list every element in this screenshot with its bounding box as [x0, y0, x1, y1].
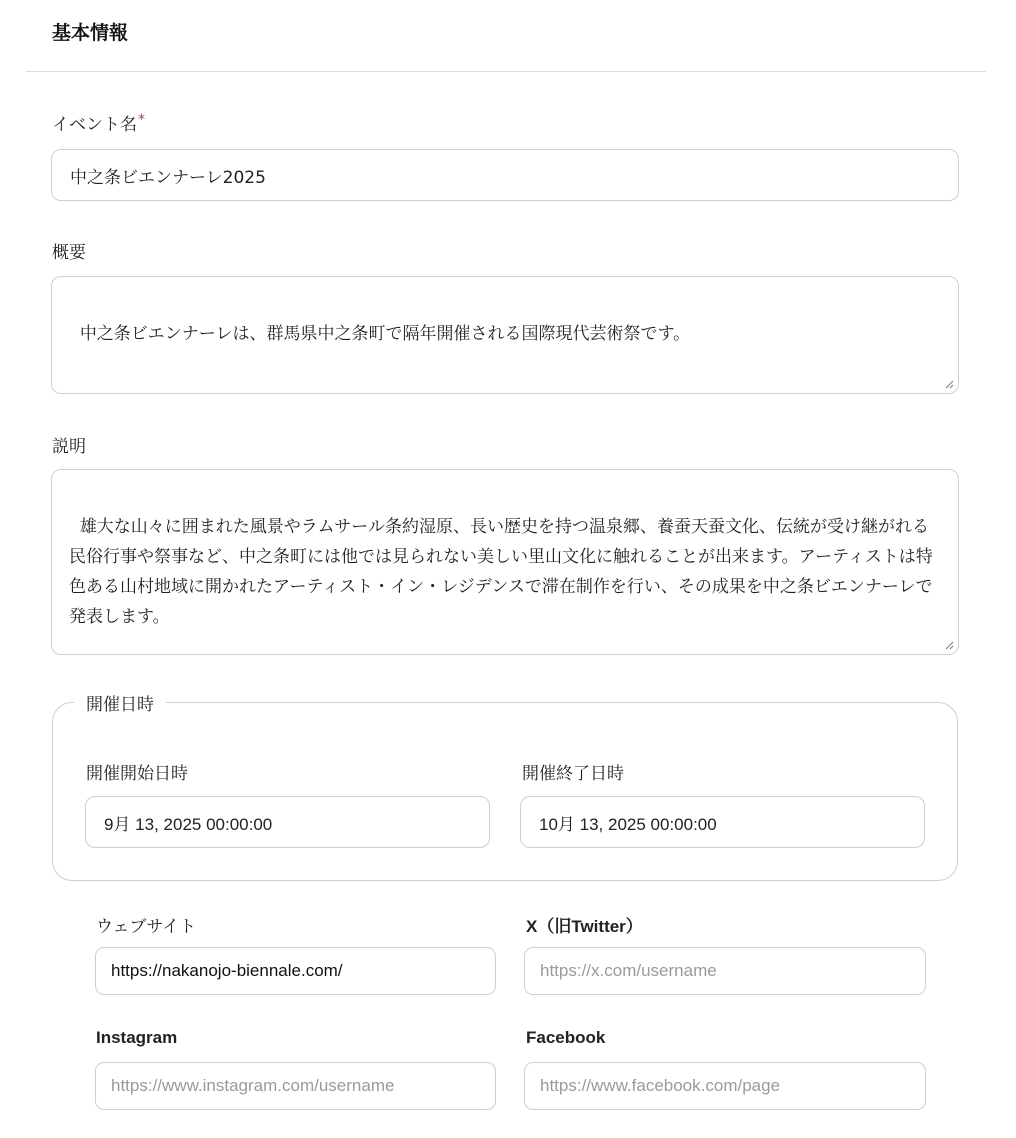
- event-name-label-text: イベント名: [52, 115, 137, 135]
- facebook-input[interactable]: [524, 1062, 926, 1110]
- required-mark: *: [138, 112, 145, 128]
- schedule-legend: 開催日時: [74, 690, 166, 715]
- summary-label: 概要: [52, 243, 86, 263]
- summary-textarea[interactable]: [51, 276, 959, 394]
- website-input[interactable]: [95, 947, 496, 995]
- description-label: 説明: [52, 437, 86, 457]
- end-date-label: 開催終了日時: [522, 764, 624, 784]
- event-name-label: [52, 110, 145, 135]
- section-title: 基本情報: [52, 22, 129, 44]
- schedule-fieldset: [52, 702, 958, 881]
- start-date-input[interactable]: [85, 796, 490, 848]
- facebook-label: Facebook: [526, 1028, 606, 1047]
- website-label: ウェブサイト: [96, 917, 197, 936]
- resize-handle-icon[interactable]: [944, 640, 954, 650]
- resize-handle-icon[interactable]: [944, 379, 954, 389]
- instagram-label: Instagram: [96, 1028, 178, 1047]
- twitter-input[interactable]: [524, 947, 926, 995]
- twitter-label: X（旧Twitter）: [526, 917, 643, 936]
- summary-text: 中之条ビエンナーレは、群馬県中之条町で隔年開催される国際現代芸術祭です。: [79, 324, 691, 344]
- section-divider: [26, 71, 986, 72]
- instagram-input[interactable]: [95, 1062, 496, 1110]
- description-textarea[interactable]: [51, 469, 959, 655]
- description-text: 雄大な山々に囲まれた風景やラムサール条約湿原、長い歴史を持つ温泉郷、養蚕天蚕文化、伝統が受け継がれる民俗行事や祭事など、中之条町には他では見られない美しい里山文化に触れることが出来ます。アーティストは特色ある山村地域に開かれたアーティスト・イン・レジデンスで滞在制作を行い、その成果を中之条ビエンナーレで発表します。: [69, 517, 933, 627]
- event-name-input[interactable]: [51, 149, 959, 201]
- end-date-input[interactable]: [520, 796, 925, 848]
- start-date-label: 開催開始日時: [86, 764, 188, 784]
